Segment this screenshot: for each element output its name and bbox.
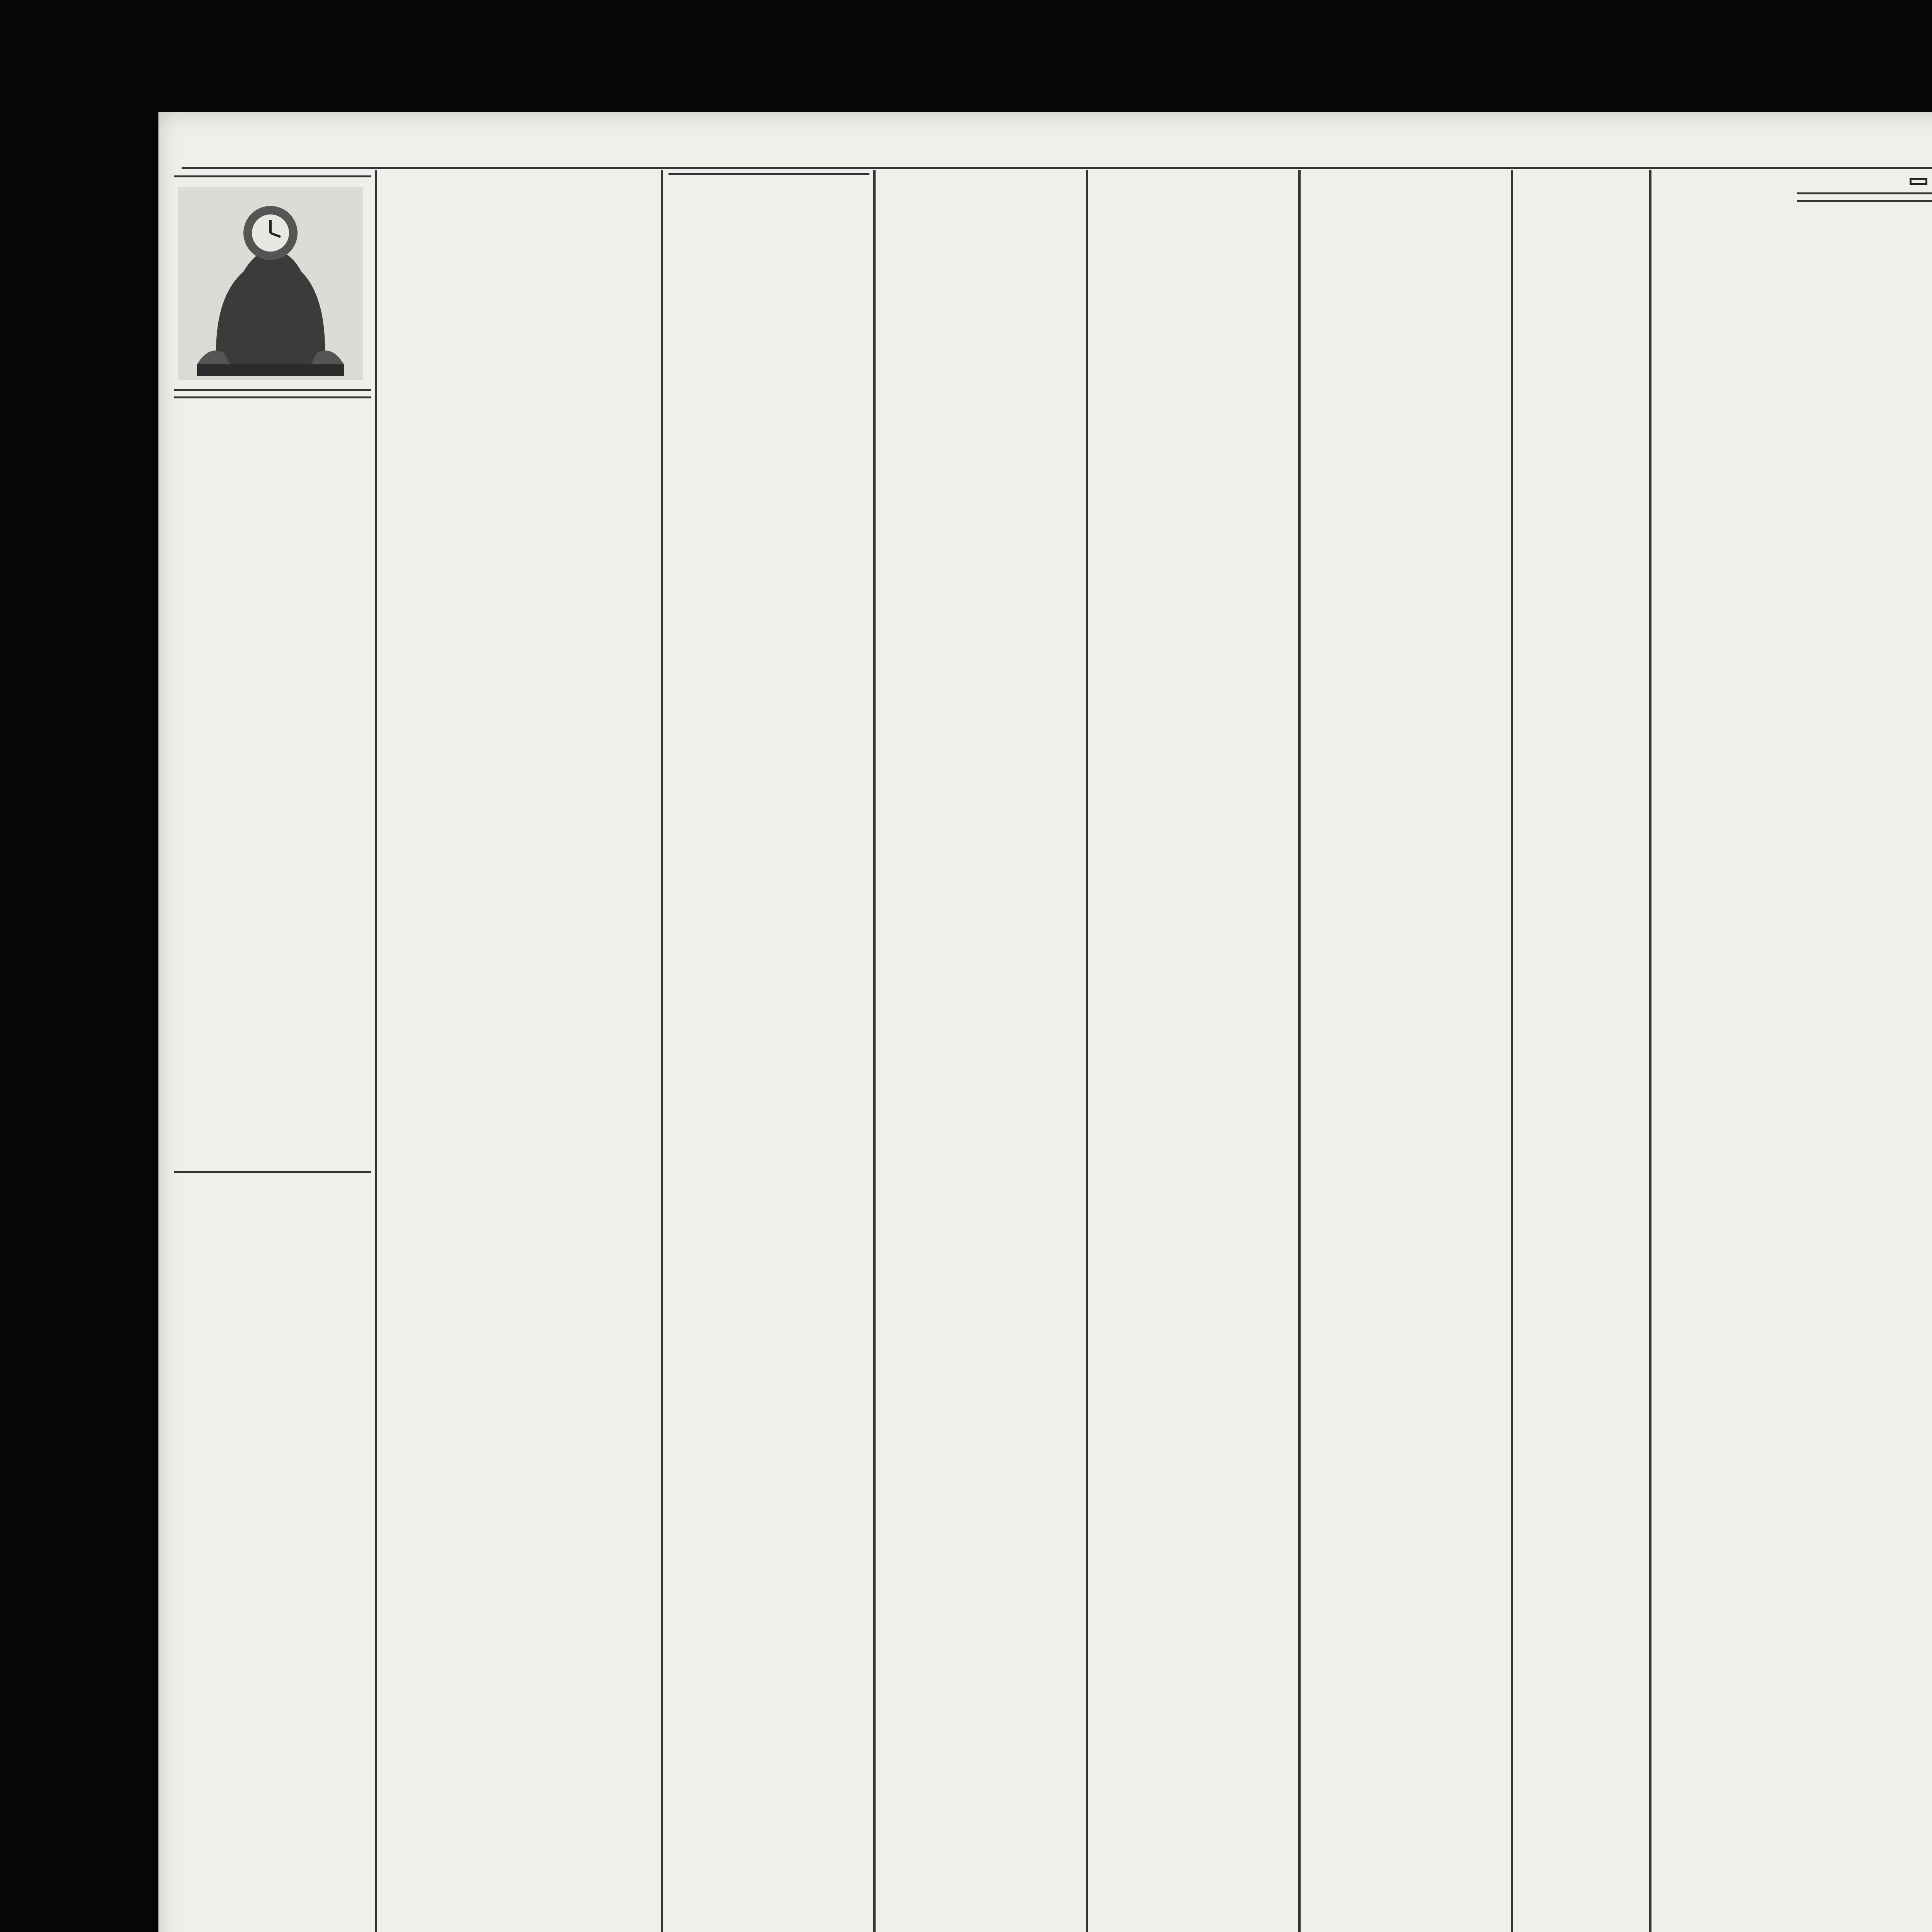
divider	[1797, 200, 1932, 202]
jan5-box	[1797, 178, 1932, 186]
column-7-text	[1519, 170, 1646, 1932]
column-8	[1692, 170, 1785, 1932]
column-6	[1306, 170, 1507, 1932]
divider	[174, 175, 371, 177]
column-4	[881, 170, 1082, 1932]
column-rule	[375, 170, 377, 1932]
column-1	[174, 170, 371, 1932]
top-rule	[182, 167, 1932, 169]
column-rule	[1649, 170, 1651, 1932]
divider	[174, 396, 371, 398]
column-2	[379, 170, 657, 1932]
column-rule	[661, 170, 663, 1932]
column-rule	[873, 170, 876, 1932]
divider	[174, 1171, 371, 1173]
divider	[668, 173, 869, 175]
divider	[174, 389, 371, 391]
column-rule	[1086, 170, 1088, 1932]
jan5-date	[1910, 178, 1927, 185]
column-5	[1094, 170, 1294, 1932]
watch-illustration	[174, 183, 371, 384]
column-rule	[1298, 170, 1301, 1932]
column-3	[668, 170, 869, 1932]
column-9	[1797, 170, 1932, 1932]
column-rule	[1511, 170, 1513, 1932]
clock-figure-icon	[174, 183, 367, 384]
newspaper-page	[158, 112, 1932, 1932]
divider	[1797, 192, 1932, 194]
